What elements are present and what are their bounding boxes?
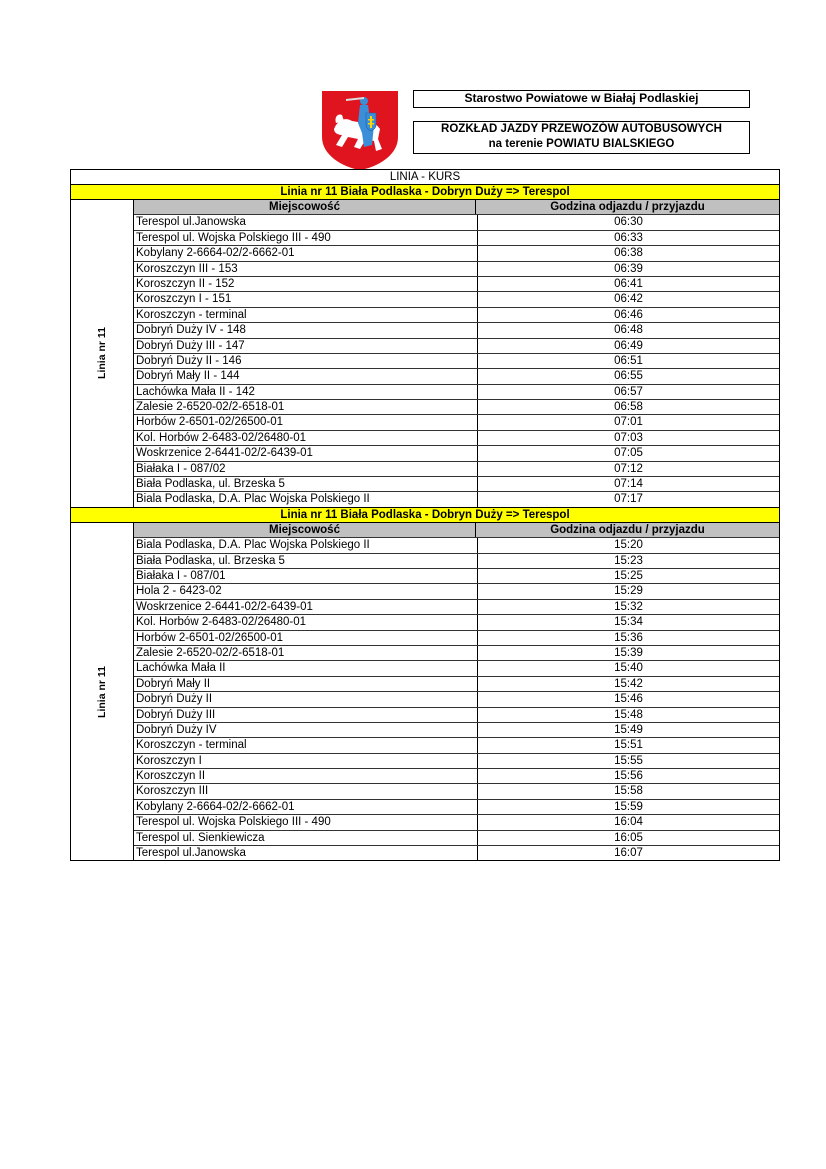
stop-name: Zalesie 2-6520-02/2-6518-01 xyxy=(134,646,478,660)
table-caption xyxy=(71,169,779,184)
stop-time: 15:32 xyxy=(614,600,643,613)
route-section xyxy=(71,522,779,861)
stop-name: Terespol ul. Wojska Polskiego III - 490 xyxy=(134,231,478,245)
stop-time: 15:48 xyxy=(614,708,643,721)
table-row xyxy=(134,692,779,707)
table-row xyxy=(134,569,779,584)
table-row xyxy=(134,831,779,846)
stop-name: Koroszczyn I - 151 xyxy=(134,292,478,306)
table-row xyxy=(134,646,779,661)
table-row xyxy=(134,492,779,506)
column-header-time: Godzina odjazdu / przyjazdu xyxy=(550,201,705,213)
stop-name: Kobylany 2-6664-02/2-6662-01 xyxy=(134,800,478,814)
stop-time: 15:56 xyxy=(614,770,643,783)
stop-time: 06:41 xyxy=(614,277,643,290)
stop-name: Horbów 2-6501-02/26500-01 xyxy=(134,415,478,429)
stop-time: 07:12 xyxy=(614,462,643,475)
table-row xyxy=(134,708,779,723)
column-header-row xyxy=(134,523,779,538)
stop-name: Terespol ul.Janowska xyxy=(134,846,478,860)
stop-name: Hola 2 - 6423-02 xyxy=(134,584,478,598)
stop-time: 07:03 xyxy=(614,431,643,444)
stop-name: Woskrzenice 2-6441-02/2-6439-01 xyxy=(134,446,478,460)
stop-name: Białaka I - 087/02 xyxy=(134,462,478,476)
stop-name: Zalesie 2-6520-02/2-6518-01 xyxy=(134,400,478,414)
column-header-time: Godzina odjazdu / przyjazdu xyxy=(550,523,705,536)
table-row xyxy=(134,600,779,615)
table-row xyxy=(134,846,779,860)
table-row xyxy=(134,723,779,738)
stop-name: Lachówka Mała II xyxy=(134,661,478,675)
stop-time: 15:20 xyxy=(614,539,643,552)
stop-time: 15:39 xyxy=(614,646,643,659)
stop-name: Dobryń Duży II xyxy=(134,692,478,706)
column-header-place: Miejscowość xyxy=(134,523,476,537)
stop-name: Koroszczyn III xyxy=(134,784,478,798)
table-row xyxy=(134,661,779,676)
stop-name: Biała Podlaska, ul. Brzeska 5 xyxy=(134,477,478,491)
stop-name: Koroszczyn III - 153 xyxy=(134,262,478,276)
stop-name: Dobryń Duży IV - 148 xyxy=(134,323,478,337)
stop-time: 06:42 xyxy=(614,293,643,306)
stop-time: 06:38 xyxy=(614,247,643,260)
stop-name: Dobryń Mały II xyxy=(134,677,478,691)
stop-time: 15:49 xyxy=(614,723,643,736)
stop-name: Biała Podlaska, ul. Brzeska 5 xyxy=(134,554,478,568)
table-row xyxy=(134,400,779,415)
stops-grid xyxy=(134,200,779,507)
line-side-label-cell xyxy=(71,523,134,861)
table-row xyxy=(134,754,779,769)
table-row xyxy=(134,677,779,692)
table-row xyxy=(134,738,779,753)
stop-time: 15:46 xyxy=(614,693,643,706)
table-row xyxy=(134,277,779,292)
stop-name: Kol. Horbów 2-6483-02/26480-01 xyxy=(134,431,478,445)
table-row xyxy=(134,800,779,815)
table-row xyxy=(134,477,779,492)
table-row xyxy=(134,631,779,646)
stop-name: Terespol ul. Sienkiewicza xyxy=(134,831,478,845)
stop-time: 15:34 xyxy=(614,616,643,629)
timetable xyxy=(70,169,780,861)
stop-time: 07:01 xyxy=(614,416,643,429)
table-row xyxy=(134,262,779,277)
stop-time: 15:58 xyxy=(614,785,643,798)
line-side-label-cell xyxy=(71,200,134,507)
stop-name: Koroszczyn - terminal xyxy=(134,308,478,322)
office-title: Starostwo Powiatowe w Białaj Podlaskiej xyxy=(413,90,750,108)
stop-time: 15:51 xyxy=(614,739,643,752)
stop-name: Dobryń Duży III - 147 xyxy=(134,339,478,353)
stop-name: Dobryń Mały II - 144 xyxy=(134,369,478,383)
table-row xyxy=(134,446,779,461)
stop-name: Biala Podlaska, D.A. Plac Wojska Polskiego II xyxy=(134,538,478,552)
table-row xyxy=(134,769,779,784)
stop-time: 07:05 xyxy=(614,447,643,460)
table-row xyxy=(134,231,779,246)
document-title-line1: ROZKŁAD JAZDY PRZEWOZÓW AUTOBUSOWYCH xyxy=(441,123,722,135)
table-caption-text: LINIA - KURS xyxy=(389,171,461,183)
stop-time: 06:55 xyxy=(614,370,643,383)
table-row xyxy=(134,246,779,261)
stop-name: Koroszczyn II - 152 xyxy=(134,277,478,291)
table-row xyxy=(134,354,779,369)
stop-time: 16:07 xyxy=(614,847,643,860)
table-row xyxy=(134,339,779,354)
table-row xyxy=(134,431,779,446)
stop-time: 15:23 xyxy=(614,554,643,567)
table-row xyxy=(134,292,779,307)
table-row xyxy=(134,323,779,338)
stop-time: 06:58 xyxy=(614,401,643,414)
route-header-bar: Linia nr 11 Biała Podlaska - Dobryn Duży => Terespol xyxy=(71,184,779,199)
coat-of-arms-logo xyxy=(320,89,400,171)
stop-name: Kobylany 2-6664-02/2-6662-01 xyxy=(134,246,478,260)
column-header-place: Miejscowość xyxy=(134,200,476,214)
stop-name: Koroszczyn - terminal xyxy=(134,738,478,752)
stop-time: 07:17 xyxy=(614,493,643,506)
table-row xyxy=(134,615,779,630)
table-row xyxy=(134,584,779,599)
table-row xyxy=(134,554,779,569)
table-row xyxy=(134,415,779,430)
stop-name: Koroszczyn I xyxy=(134,754,478,768)
stop-time: 15:25 xyxy=(614,569,643,582)
stop-time: 15:59 xyxy=(614,800,643,813)
table-row xyxy=(134,462,779,477)
table-row xyxy=(134,308,779,323)
route-section xyxy=(71,199,779,507)
stop-name: Woskrzenice 2-6441-02/2-6439-01 xyxy=(134,600,478,614)
stop-name: Dobryń Duży IV xyxy=(134,723,478,737)
stop-time: 06:46 xyxy=(614,308,643,321)
stop-time: 07:14 xyxy=(614,478,643,491)
stop-time: 15:36 xyxy=(614,631,643,644)
stop-name: Białaka I - 087/01 xyxy=(134,569,478,583)
stop-name: Dobryń Duży II - 146 xyxy=(134,354,478,368)
stop-name: Terespol ul. Wojska Polskiego III - 490 xyxy=(134,815,478,829)
column-header-row xyxy=(134,200,779,215)
table-row xyxy=(134,385,779,400)
line-side-label: Linia nr 11 xyxy=(96,327,108,380)
stop-name: Biala Podlaska, D.A. Plac Wojska Polskiego II xyxy=(134,492,478,506)
stop-time: 06:48 xyxy=(614,324,643,337)
stop-time: 15:40 xyxy=(614,662,643,675)
table-row xyxy=(134,815,779,830)
stop-name: Terespol ul.Janowska xyxy=(134,215,478,229)
document-title xyxy=(413,121,750,154)
stop-time: 06:33 xyxy=(614,231,643,244)
route-header-bar: Linia nr 11 Biała Podlaska - Dobryn Duży => Terespol xyxy=(71,507,779,522)
document-title-line2: na terenie POWIATU BIALSKIEGO xyxy=(488,138,675,150)
table-row xyxy=(134,784,779,799)
stop-time: 06:57 xyxy=(614,385,643,398)
line-side-label: Linia nr 11 xyxy=(96,665,108,718)
stop-name: Horbów 2-6501-02/26500-01 xyxy=(134,631,478,645)
table-row xyxy=(134,369,779,384)
stop-time: 15:29 xyxy=(614,585,643,598)
stop-time: 15:55 xyxy=(614,754,643,767)
stop-time: 16:05 xyxy=(614,831,643,844)
shield-knight-icon xyxy=(320,89,400,171)
stops-grid xyxy=(134,523,779,861)
stop-time: 16:04 xyxy=(614,816,643,829)
stop-time: 06:39 xyxy=(614,262,643,275)
stop-time: 06:51 xyxy=(614,354,643,367)
stop-name: Kol. Horbów 2-6483-02/26480-01 xyxy=(134,615,478,629)
stop-time: 06:30 xyxy=(614,216,643,229)
table-row xyxy=(134,215,779,230)
stop-name: Dobryń Duży III xyxy=(134,708,478,722)
stop-time: 15:42 xyxy=(614,677,643,690)
stop-name: Koroszczyn II xyxy=(134,769,478,783)
table-row xyxy=(134,538,779,553)
stop-name: Lachówka Mała II - 142 xyxy=(134,385,478,399)
stop-time: 06:49 xyxy=(614,339,643,352)
